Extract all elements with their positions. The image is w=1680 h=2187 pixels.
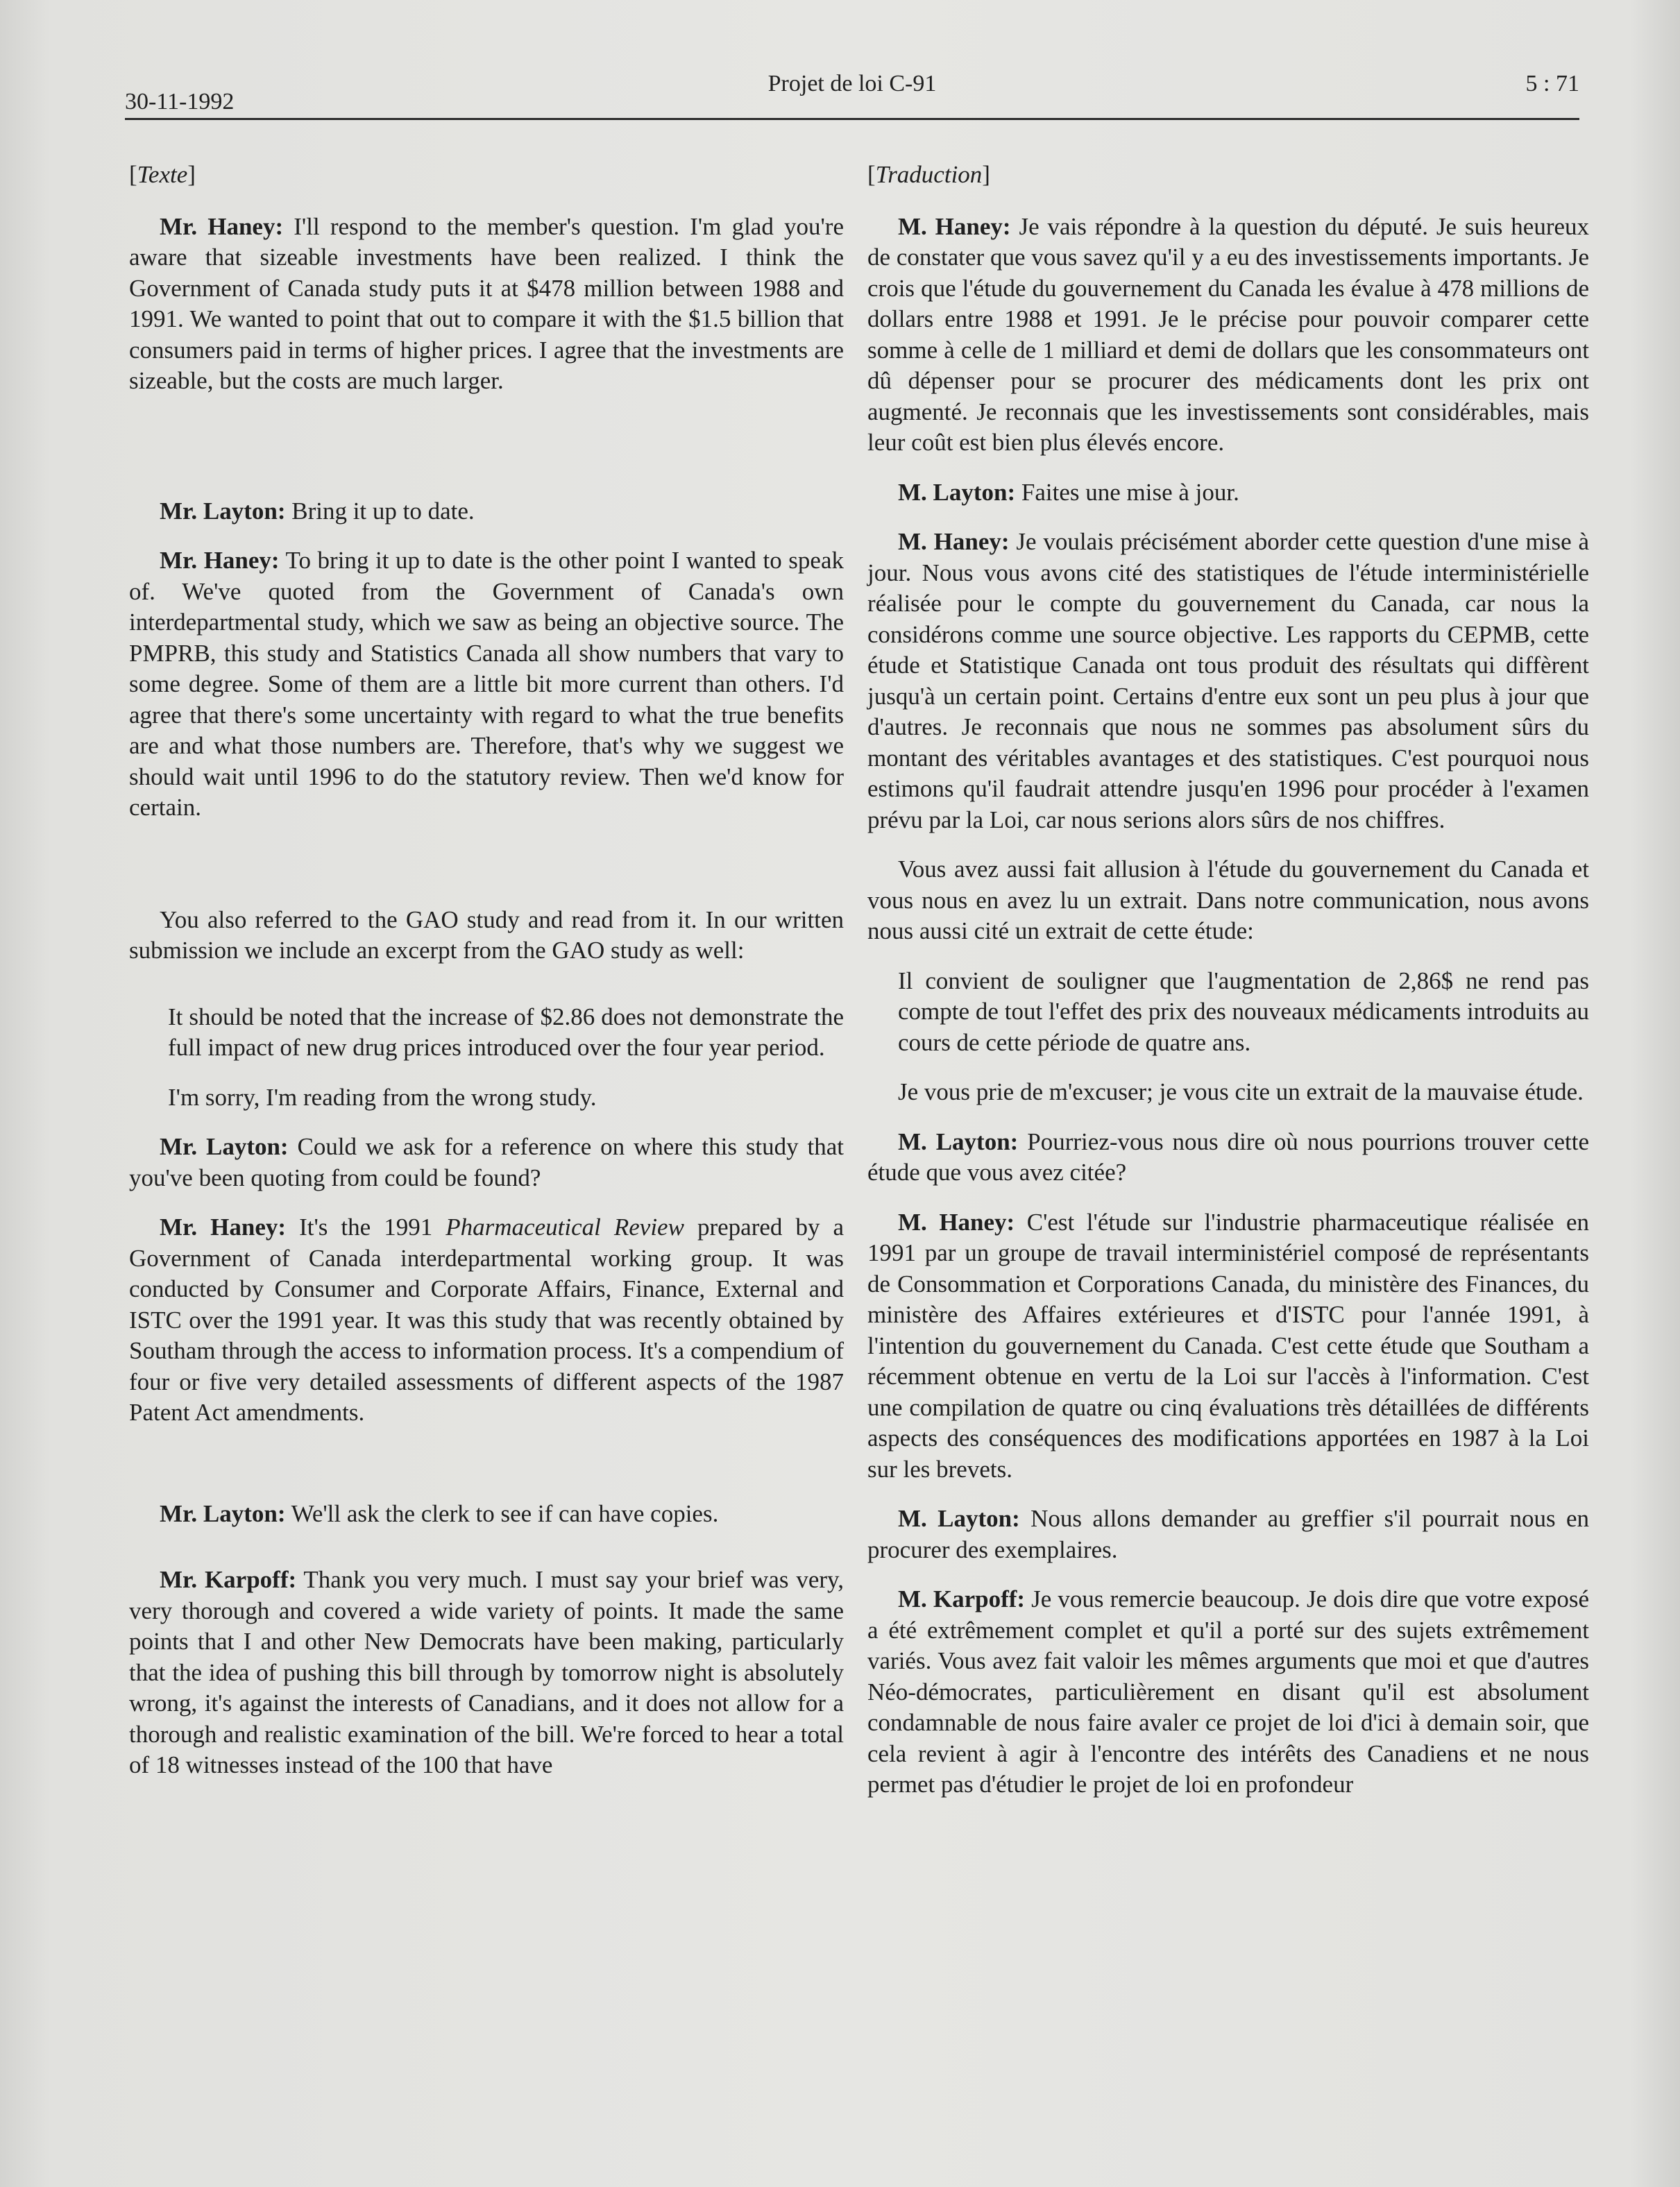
english-quotation: It should be noted that the increase of $2.86 does not demonstrate the full impact of new drug prices introduced over the four year period.: [168, 1003, 844, 1061]
french-paragraph: M. Haney: Je voulais précisément aborder cette question d'une mise à jour. Nous vous avons cité des statistiques de l'étude interministérielle réalisée pour le compte du gouvernement du Canada, car nous la considérons comme une source objective. Les rapports du CEPMB, cette étude et Statistique Canada ont tous produit des résultats qui diffèrent jusqu'à un certain point. Certains d'entre eux sont un peu plus à jour que d'autres. Je reconnais que nous ne sommes pas absolument sûrs du montant des véritables avantages et des statistiques. C'est pourquoi nous estimons qu'il faudrait attendre jusqu'en 1996 pour procéder à l'examen prévu par la Loi, car nous serions alors sûrs de nos chiffres.: [867, 528, 1589, 833]
speaker-name: Mr. Layton:: [160, 497, 286, 525]
speaker-name: M. Layton:: [898, 1127, 1019, 1155]
speaker-name: M. Layton:: [898, 478, 1016, 506]
english-paragraph: Mr. Karpoff: Thank you very much. I must say your brief was very, very thorough and covered a wide variety of points. It made the same points that I and other New Democrats have been making, particularly that the idea of pushing this bill through by tomorrow night is absolutely wrong, it's against the interests of Canadians, and it does not allow for a thorough and realistic examination of the bill. We're forced to hear a total of 18 witnesses instead of the 100 that have: [129, 1566, 844, 1778]
french-paragraph: M. Layton: Nous allons demander au greffier s'il pourrait nous en procurer des exemplaires.: [867, 1505, 1590, 1563]
french-tag: [Traduction]: [867, 161, 990, 188]
english-paragraph: I'm sorry, I'm reading from the wrong study.: [168, 1083, 597, 1111]
english-paragraph: Mr. Haney: To bring it up to date is the other point I wanted to speak of. We've quoted from the Government of Canada's own interdepartmental study, which we saw as being an objective source. The PMPRB, this study and Statistics Canada all show numbers that vary to some degree. Some of them are a little bit more current than others. I'd agree that there's some uncertainty with regard to what the true benefits are and what those numbers are. Therefore, that's why we suggest we should wait until 1996 to do the statutory review. Then we'd know for certain.: [129, 547, 844, 821]
french-quotation: Il convient de souligner que l'augmentation de 2,86$ ne rend pas compte de tout l'effet des prix des nouveaux médicaments introduits au cours de cette période de quatre ans.: [898, 967, 1589, 1056]
speaker-name: Mr. Karpoff:: [160, 1566, 297, 1593]
header-rule: [125, 118, 1579, 120]
speaker-name: M. Haney:: [898, 528, 1010, 555]
speaker-name: M. Layton:: [898, 1505, 1020, 1532]
header-title: Projet de loi C-91: [767, 71, 937, 96]
french-paragraph: Vous avez aussi fait allusion à l'étude du gouvernement du Canada et vous nous en avez lu un extrait. Dans notre communication, nous avons nous aussi cité un extrait de cette étude:: [867, 856, 1589, 944]
french-paragraph: M. Layton: Pourriez-vous nous dire où nous pourrions trouver cette étude que vous avez citée?: [867, 1127, 1590, 1186]
french-paragraph: M. Haney: C'est l'étude sur l'industrie pharmaceutique réalisée en 1991 par un groupe de travail interministériel composé de représentants de Consommation et Corporations Canada, du ministère des Finances, du ministère des Affaires extérieures et d'ISTC pour l'année 1991, à l'intention du gouvernement du Canada. C'est cette étude que Southam a récemment obtenue en vertu de la Loi sur l'accès à l'information. C'est une compilation de quatre ou cinq évaluations très détaillées de différents aspects des conséquences des modifications apportées en 1987 à la Loi sur les brevets.: [867, 1208, 1590, 1483]
running-header: [125, 69, 1579, 125]
english-paragraph: Mr. Haney: I'll respond to the member's question. I'm glad you're aware that sizeable investments have been realized. I think the Government of Canada study puts it at $478 million between 1988 and 1991. We wanted to point that out to compare it with the $1.5 billion that consumers paid in terms of higher prices. I agree that the investments are sizeable, but the costs are much larger.: [129, 212, 844, 394]
speaker-name: M. Karpoff:: [898, 1585, 1026, 1612]
english-tag: [Texte]: [129, 161, 196, 188]
speaker-name: Mr. Layton:: [160, 1499, 286, 1527]
publication-title: Pharmaceutical Review: [446, 1214, 684, 1241]
english-paragraph: Mr. Layton: Bring it up to date.: [160, 497, 475, 525]
english-column: [129, 160, 844, 1800]
english-paragraph: You also referred to the GAO study and read from it. In our written submission we include an excerpt from the GAO study as well:: [129, 905, 844, 964]
french-paragraph: M. Karpoff: Je vous remercie beaucoup. Je dois dire que votre exposé a été extrêmement complet et qu'il a porté sur des sujets extrêmement variés. Vous avez fait valoir les mêmes arguments que moi et que d'autres Néo-démocrates, particulièrement en disant qu'il est absolument condamnable de nous faire avaler ce projet de loi d'ici à demain soir, que cela revient à agir à l'encontre des intérêts des Canadiens et ne nous permet pas d'étudier le projet de loi en profondeur: [867, 1585, 1589, 1798]
speaker-name: Mr. Layton:: [160, 1133, 289, 1160]
speaker-name: M. Haney:: [898, 1208, 1015, 1236]
speaker-name: Mr. Haney:: [160, 1214, 287, 1241]
french-paragraph: M. Haney: Je vais répondre à la question du député. Je suis heureux de constater que vous savez qu'il y a eu des investissements importants. Je crois que l'étude du gouvernement du Canada les évalue à 478 millions de dollars entre 1988 et 1991. Je le précise pour pouvoir comparer cette somme à celle de 1 milliard et demi de dollars que les consommateurs ont dû dépenser pour se procurer des médicaments dont les prix ont augmenté. Je reconnais que les investissements sont considérables, mais leur coût est bien plus élevés encore.: [867, 212, 1590, 456]
english-paragraph: Mr. Layton: We'll ask the clerk to see if can have copies.: [160, 1499, 719, 1527]
speaker-name: Mr. Haney:: [160, 212, 284, 240]
french-column: [867, 160, 1589, 1819]
french-paragraph: M. Layton: Faites une mise à jour.: [898, 478, 1239, 506]
speaker-name: Mr. Haney:: [160, 547, 280, 574]
french-paragraph: Je vous prie de m'excuser; je vous cite un extrait de la mauvaise étude.: [898, 1078, 1584, 1105]
english-paragraph: Mr. Layton: Could we ask for a reference on where this study that you've been quoting from could be found?: [129, 1133, 845, 1191]
speaker-name: M. Haney:: [898, 212, 1011, 240]
header-page-number: 5 : 71: [1525, 71, 1579, 96]
english-paragraph: Mr. Haney: It's the 1991 Pharmaceutical Review prepared by a Government of Canada interdepartmental working group. It was conducted by Consumer and Corporate Affairs, Finance, External and ISTC over the 1991 year. It was this study that was recently obtained by Southam through the access to information process. It's a compendium of four or five very detailed assessments of different aspects of the 1987 Patent Act amendments.: [129, 1214, 845, 1426]
header-date: 30-11-1992: [125, 89, 235, 114]
